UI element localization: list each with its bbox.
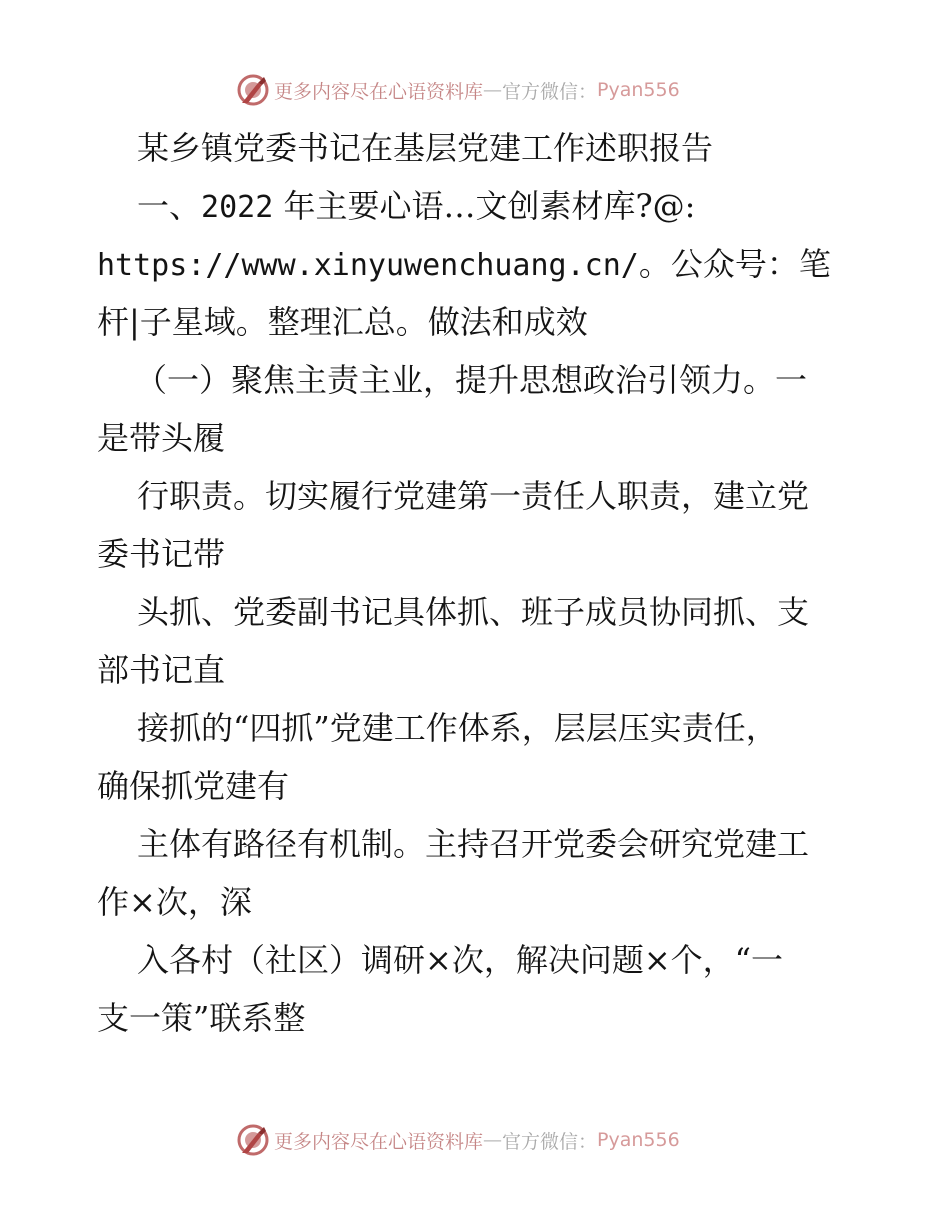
- url-line: [97, 244, 831, 284]
- watermark-wechat-id: Pyan556: [597, 79, 680, 101]
- section-heading-text: 年主要心语…文创素材库?@:: [273, 187, 696, 225]
- paragraph-line: 委书记带: [97, 535, 226, 573]
- paragraph-line: 作×次，深: [97, 883, 252, 921]
- pen-seal-icon: [236, 73, 270, 107]
- paragraph-line: 是带头履: [97, 419, 226, 457]
- section-heading-year: 2022: [201, 190, 274, 225]
- paragraph-line: 头抓、党委副书记具体抓、班子成员协同抓、支: [137, 593, 810, 631]
- paragraph-line: 主体有路径有机制。主持召开党委会研究党建工: [137, 825, 810, 863]
- watermark-wechat-label: 官方微信：: [502, 1130, 598, 1153]
- watermark-dash: —: [483, 1129, 503, 1151]
- section-heading-prefix: 一、: [137, 187, 202, 225]
- paragraph-line: 支一策”联系整: [97, 999, 306, 1037]
- pen-seal-icon: [236, 1123, 270, 1157]
- url-suffix: 。公众号：笔: [638, 245, 831, 283]
- watermark-dash: —: [483, 79, 503, 101]
- paragraph-line: 部书记直: [97, 651, 226, 689]
- document-title: 某乡镇党委书记在基层党建工作述职报告: [137, 129, 714, 167]
- paragraph-line: 确保抓党建有: [97, 767, 290, 805]
- paragraph-line: （一）聚焦主责主业，提升思想政治引领力。一: [135, 361, 808, 399]
- watermark-wechat-id: Pyan556: [597, 1129, 680, 1151]
- paragraph-line: 杆|子星域。整理汇总。做法和成效: [97, 303, 588, 341]
- watermark-banner-top: [0, 70, 950, 110]
- watermark-banner-bottom: [0, 1120, 950, 1160]
- paragraph-line: 入各村（社区）调研×次，解决问题×个，“一: [137, 941, 783, 979]
- source-url: https://www.xinyuwenchuang.cn/: [97, 248, 639, 283]
- watermark-text: 更多内容尽在心语资料库: [274, 1130, 484, 1153]
- paragraph-line: 行职责。切实履行党建第一责任人职责，建立党: [137, 477, 810, 515]
- watermark-wechat-label: 官方微信：: [502, 80, 598, 103]
- watermark-text: 更多内容尽在心语资料库: [274, 80, 484, 103]
- paragraph-line: 接抓的“四抓”党建工作体系，层层压实责任，: [137, 709, 778, 747]
- section-heading-1: [137, 186, 695, 226]
